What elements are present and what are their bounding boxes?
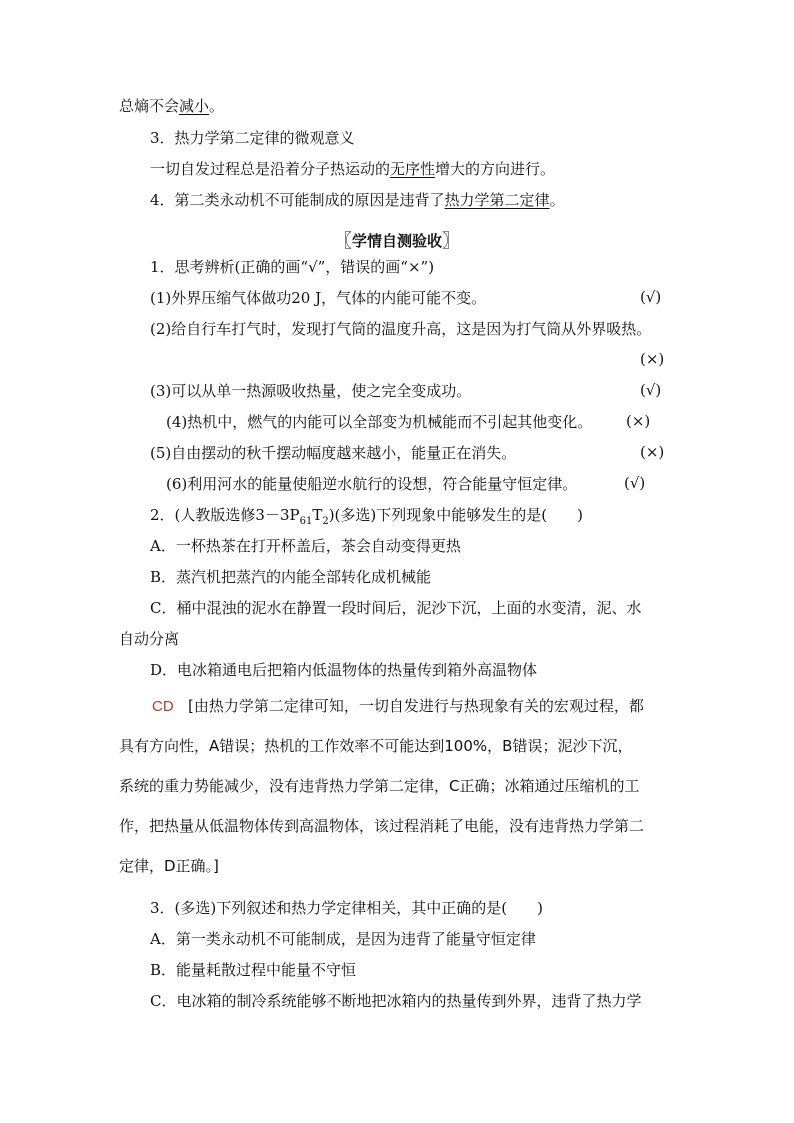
text-line: 一切自发过程总是沿着分子热运动的无序性增大的方向进行。 xyxy=(150,160,556,178)
section-heading xyxy=(0,226,794,252)
judgment-mark: (√) xyxy=(640,381,662,399)
left-bracket: 〖 xyxy=(333,231,352,252)
option-c: C．桶中混浊的泥水在静置一段时间后，泥沙下沉，上面的水变清，泥、水 xyxy=(150,599,642,617)
answer-label: CD xyxy=(152,698,174,715)
judgment-mark: (×) xyxy=(640,350,665,368)
underlined-term: 减小 xyxy=(179,97,210,115)
section-title: 学情自测验收 xyxy=(351,232,442,250)
answer-explanation: CD [由热力学第二定律可知，一切自发进行与热现象有关的宏观过程，都 xyxy=(152,697,644,715)
underlined-term: 热力学第二定律 xyxy=(444,191,550,209)
text-line: 4．第二类永动机不可能制成的原因是违背了热力学第二定律。 xyxy=(150,191,565,209)
option-d: D．电冰箱通电后把箱内低温物体的热量传到箱外高温物体 xyxy=(150,661,538,679)
option-b: B．蒸汽机把蒸汽的内能全部转化成机械能 xyxy=(150,568,432,586)
judgment-item: (4)热机中，燃气的内能可以全部变为机械能而不引起其他变化。 xyxy=(166,413,593,431)
judgment-mark: (√) xyxy=(624,474,646,492)
judgment-item: (5)自由摆动的秋千摆动幅度越来越小，能量正在消失。 xyxy=(150,444,517,462)
judgment-item: (3)可以从单一热源吸收热量，使之完全变成功。 xyxy=(150,382,472,400)
option-a: A．第一类永动机不可能制成，是因为违背了能量守恒定律 xyxy=(150,930,536,948)
option-b: B．能量耗散过程中能量不守恒 xyxy=(150,961,357,979)
text-line: 总熵不会减小。 xyxy=(119,97,225,115)
judgment-item: (2)给自行车打气时，发现打气筒的温度升高，这是因为打气筒从外界吸热。 xyxy=(150,320,652,338)
answer-explanation-line: 具有方向性，A错误；热机的工作效率不可能达到100%，B错误；泥沙下沉， xyxy=(119,737,633,755)
text-line: 3．热力学第二定律的微观意义 xyxy=(150,129,355,147)
answer-explanation-line: 定律，D正确。] xyxy=(119,857,219,875)
judgment-mark: (×) xyxy=(640,443,665,461)
option-c-continued: 自动分离 xyxy=(119,630,180,648)
question-prompt: 3．(多选)下列叙述和热力学定律相关，其中正确的是( ) xyxy=(150,899,543,917)
option-c: C．电冰箱的制冷系统能够不断地把冰箱内的热量传到外界，违背了热力学 xyxy=(150,992,642,1010)
judgment-item: (1)外界压缩气体做功20 J，气体的内能可能不变。 xyxy=(150,289,487,307)
question-prompt: 1．思考辨析(正确的画“√”，错误的画“×”) xyxy=(150,258,435,276)
answer-explanation-line: 作，把热量从低温物体传到高温物体，该过程消耗了电能，没有违背热力学第二 xyxy=(119,817,645,835)
judgment-mark: (√) xyxy=(640,288,662,306)
right-bracket: 〗 xyxy=(442,231,460,252)
judgment-item: (6)利用河水的能量使船逆水航行的设想，符合能量守恒定律。 xyxy=(166,475,578,493)
underlined-term: 无序性 xyxy=(390,160,436,178)
question-prompt: 2．(人教版选修$3-3P_{61}T_2$)(多选)下列现象中能够发生的是( ) xyxy=(150,506,583,527)
option-a: A．一杯热茶在打开杯盖后，茶会自动变得更热 xyxy=(150,537,461,555)
answer-explanation-line: 系统的重力势能减少，没有违背热力学第二定律，C正确；冰箱通过压缩机的工 xyxy=(119,777,640,795)
judgment-mark: (×) xyxy=(626,412,651,430)
